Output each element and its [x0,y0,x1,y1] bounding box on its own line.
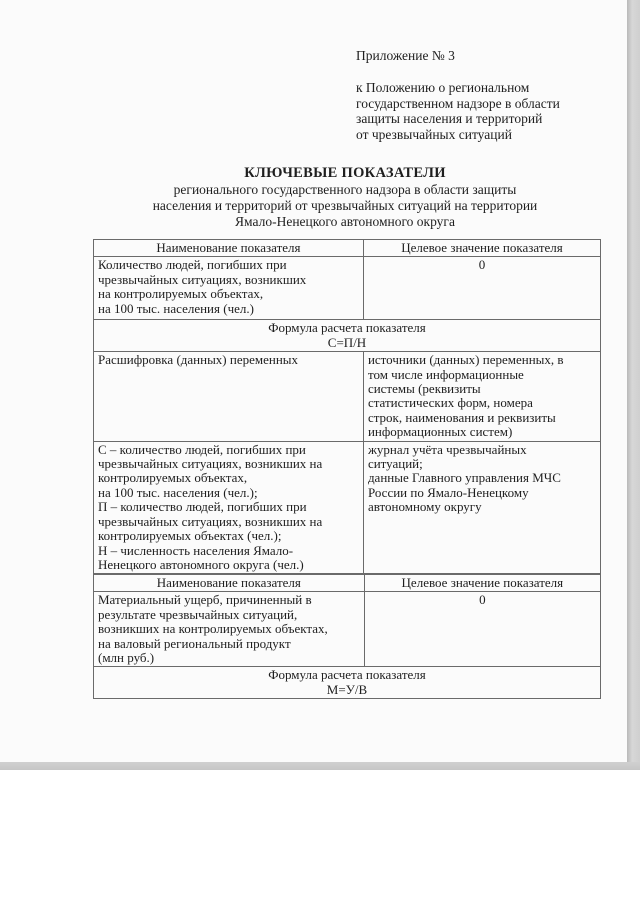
sources-header-line: статистических форм, номера [367,395,533,411]
target-value-cell: 0 [364,592,600,667]
sources-header-line: информационных систем) [367,424,513,440]
variable-line: на 100 тыс. населения (чел.); [98,484,258,500]
subtitle-line: Ямало-Ненецкого автономного округа [235,214,455,229]
annex-number: Приложение № 3 [356,48,455,63]
document-title: КЛЮЧЕВЫЕ ПОКАЗАТЕЛИ [244,165,446,181]
document-subtitle [90,182,600,230]
formula-cell [94,320,601,352]
indicator-line: возникших на контролируемых объектах, [98,621,328,637]
table-row [94,592,601,667]
subtitle-line: регионального государственного надзора в области защиты [173,182,517,197]
annex-reference [356,80,560,142]
sources-header-cell [363,352,600,441]
formula-label: Формула расчета показателя [268,320,426,336]
sources-header-line: том числе информационные [367,366,524,382]
formula-label: Формула расчета показателя [268,667,426,683]
source-line: ситуаций; [367,456,423,472]
annex-ref-line: к Положению о региональном [356,80,530,95]
table-header-row [94,575,601,592]
col-target-header: Целевое значение показателя [364,575,600,592]
source-line: России по Ямало-Ненецкому [367,484,529,500]
indicator-line: чрезвычайных ситуациях, возникших [98,271,307,287]
indicator-name-cell [94,257,364,320]
variables-header-cell: Расшифровка (данных) переменных [94,352,364,441]
indicator-line: (млн руб.) [98,650,155,666]
variable-line: П – количество людей, погибших при [98,499,307,515]
source-line: данные Главного управления МЧС [367,470,561,486]
formula-expression: М=У/В [326,681,368,697]
table-row [94,257,601,320]
col-indicator-header: Наименование показателя [94,240,364,257]
scan-bottom-shadow [0,762,640,770]
col-target-header: Целевое значение показателя [363,240,600,257]
variable-line: чрезвычайных ситуациях, возникших на [98,513,323,529]
indicator-line: на 100 тыс. населения (чел.) [98,300,254,316]
annex-ref-line: государственном надзоре в области [356,95,560,111]
scan-edge-shadow [627,0,640,768]
table-row [94,352,601,441]
indicator-line: Количество людей, погибших при [98,257,287,273]
table-row [94,441,601,574]
indicator-line: Материальный ущерб, причиненный в [98,592,312,608]
annex-ref-line: от чрезвычайных ситуаций [356,126,512,142]
sources-header-line: строк, наименования и реквизиты [367,409,556,425]
sources-header-line: источники (данных) переменных, в [367,352,564,368]
sources-cell [363,441,600,574]
indicator-table-1 [93,239,601,574]
formula-expression: С=П/Н [327,334,367,350]
variable-line: Ненецкого автономного округа (чел.) [98,556,304,572]
indicator-table-2 [93,574,601,699]
indicator-name-cell [94,592,365,667]
subtitle-line: населения и территорий от чрезвычайных ситуаций на территории [152,198,538,213]
sources-header-line: системы (реквизиты [367,381,481,397]
table-header-row [94,240,601,257]
target-value-cell: 0 [363,257,600,320]
variables-cell [94,441,364,574]
variable-line: чрезвычайных ситуациях, возникших на [98,456,323,472]
formula-row [94,667,601,699]
variable-line: Н – численность населения Ямало- [98,542,294,558]
source-line: журнал учёта чрезвычайных [367,441,527,457]
source-line: автономному округу [367,499,482,515]
formula-cell [94,667,601,699]
indicator-line: на контролируемых объектах, [98,286,264,302]
variable-line: контролируемых объектах, [98,470,248,486]
indicator-line: результате чрезвычайных ситуаций, [98,606,298,622]
col-indicator-header: Наименование показателя [94,575,365,592]
indicator-line: на валовый региональный продукт [98,635,291,651]
variable-line: контролируемых объектах (чел.); [98,528,282,544]
formula-row [94,320,601,352]
annex-ref-line: защиты населения и территорий [356,111,543,126]
variable-line: С – количество людей, погибших при [98,441,306,457]
